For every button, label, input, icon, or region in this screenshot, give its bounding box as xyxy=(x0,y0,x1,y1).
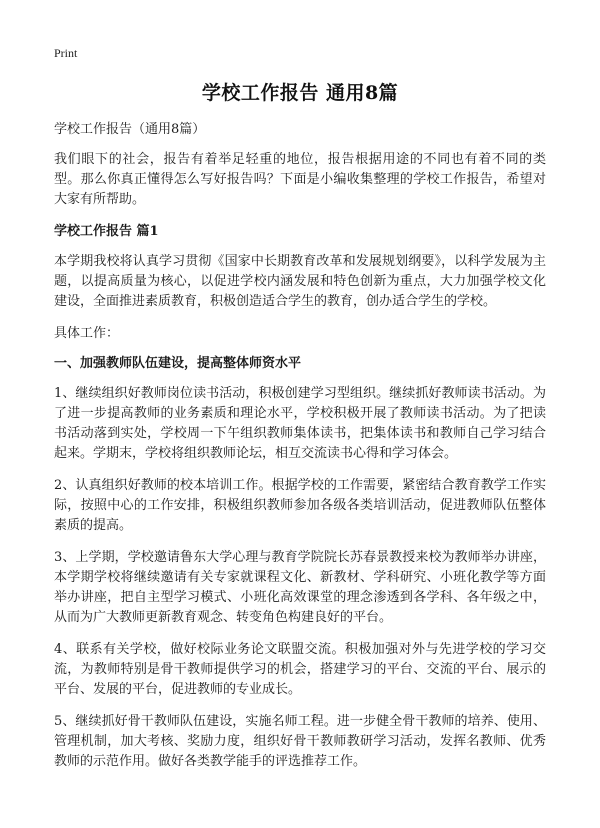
list-item-3: 3、上学期，学校邀请鲁东大学心理与教育学院院长苏春景教授来校为教师举办讲座，本学期学校将继续邀请有关专家就课程文化、新教材、学科研究、小班化教学等方面举办讲座，把自主型学习模式、小班化高效课堂的理念渗透到各学科、各年级之中，从而为广大教师更新教育观念、转变角色构建良好的平台。 xyxy=(54,550,546,625)
part-heading: 一、加强教师队伍建设，提高整体师资水平 xyxy=(54,356,302,371)
intro-paragraph: 我们眼下的社会，报告有着举足轻重的地位，报告根据用途的不同也有着不同的类型。那么你真正懂得怎么写好报告吗？下面是小编收集整理的学校工作报告，希望对大家有所帮助。 xyxy=(54,152,546,207)
section-intro-paragraph: 本学期我校将认真学习贯彻《国家中长期教育改革和发展规划纲要》，以科学发展为主题，以提高质量为核心，以促进学校内涵发展和特色创新为重点，大力加强学校文化建设，全面推进素质教育，积极创造适合学生的教育，创办适合学生的学校。 xyxy=(54,254,546,309)
list-item-1: 1、继续组织好教师岗位读书活动，积极创建学习型组织。继续抓好教师读书活动。为了进一步提高教师的业务素质和理论水平，学校积极开展了教师读书活动。为了把读书活动落到实处，学校周一下午组织教师集体读书，把集体读书和教师自己学习结合起来。学期末，学校将组织教师论坛，相互交流读书心得和学习体会。 xyxy=(54,386,546,461)
list-item-5: 5、继续抓好骨干教师队伍建设，实施名师工程。进一步健全骨干教师的培养、使用、管理机制，加大考核、奖励力度，组织好骨干教师教研学习活动，发挥名教师、优秀教师的示范作用。做好各类教学能手的评选推荐工作。 xyxy=(54,714,546,769)
work-label: 具体工作： xyxy=(54,326,120,341)
list-item-4: 4、联系有关学校，做好校际业务论文联盟交流。积极加强对外与先进学校的学习交流，为教师特别是骨干教师提供学习的机会，搭建学习的平台、交流的平台、展示的平台、发展的平台，促进教师的专业成长。 xyxy=(54,642,546,697)
list-item-2: 2、认真组织好教师的校本培训工作。根据学校的工作需要，紧密结合教育教学工作实际，按照中心的工作安排，积极组织教师参加各级各类培训活动，促进教师队伍整体素质的提高。 xyxy=(54,478,546,533)
section-heading: 学校工作报告 篇1 xyxy=(54,224,159,239)
document-body xyxy=(54,120,546,784)
document-subtitle: 学校工作报告（通用8篇） xyxy=(54,122,206,137)
document-title: 学校工作报告 通用8篇 xyxy=(201,82,399,104)
print-label[interactable]: Print xyxy=(54,46,78,60)
